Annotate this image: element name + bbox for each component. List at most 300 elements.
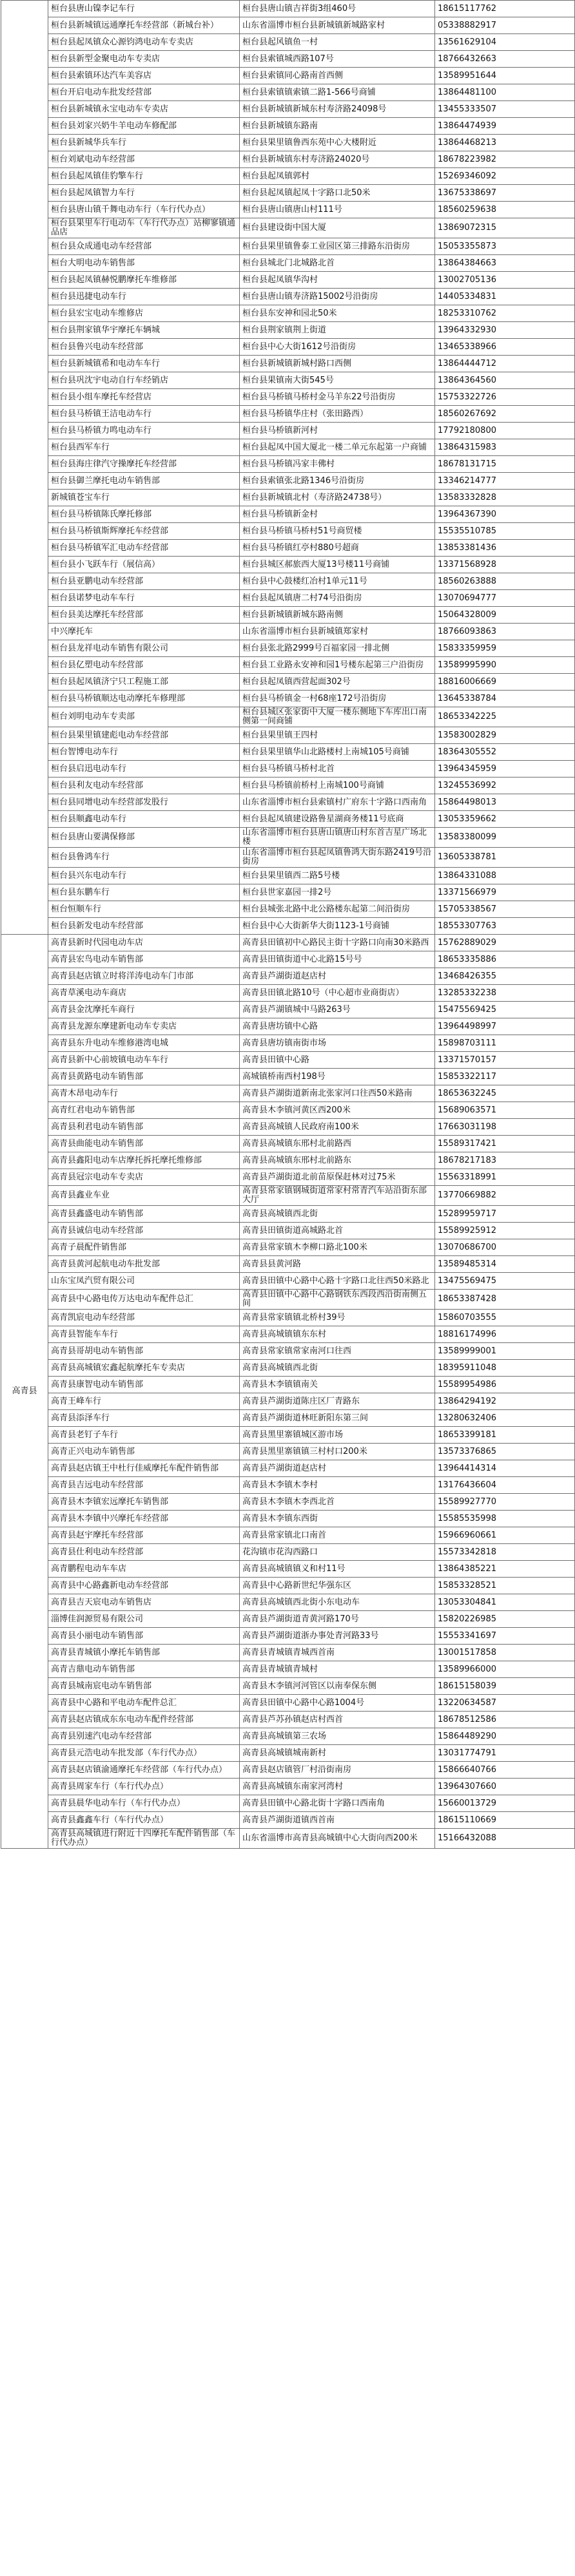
address-cell: 高青县高城镇西北街 [240,1206,435,1223]
table-row [1,1169,575,1186]
address-cell: 山东省淄博市桓台县索镇村广府东十字路口西南角 [240,794,435,811]
table-row [1,1829,575,1849]
dealer-name-cell: 高青红君电动车销售部 [48,1102,240,1119]
address-cell: 高青县常家镇钢城街道常家村常青汽车站沿街东部大厅 [240,1186,435,1206]
dealer-name-cell: 高青正兴电动车销售部 [48,1444,240,1460]
address-cell: 高青县田镇中心路中心路十字路口北往西50米路北 [240,1273,435,1290]
table-row [1,727,575,744]
dealer-name-cell: 高青县赵店镇立时将洋涛电动车门市部 [48,968,240,985]
phone-cell: 18766093863 [435,624,575,640]
table-row [1,1762,575,1779]
table-row [1,811,575,828]
dealer-name-cell: 高青县龙源东摩建新电动车专卖店 [48,1018,240,1035]
table-row [1,1611,575,1628]
address-cell: 桓台县建设街中国大厦 [240,218,435,238]
phone-cell: 15553341697 [435,1628,575,1645]
table-row [1,778,575,794]
dealer-name-cell: 高青县周家车行（车行代办点） [48,1779,240,1795]
address-cell: 高青县芦苏孙镇赵店村西首 [240,1712,435,1728]
phone-cell: 17792180800 [435,423,575,439]
table-row [1,17,575,34]
table-row [1,1795,575,1812]
address-cell: 高青县芦湖街道陈庄区厂青路东 [240,1393,435,1410]
phone-cell: 15289959717 [435,1206,575,1223]
table-row [1,1695,575,1712]
table-row [1,439,575,456]
dealer-name-cell: 桓台县起凤镇济宁只工程施工部 [48,674,240,691]
dealer-name-cell: 桓台县刘家兴奶牛羊电动车修配部 [48,118,240,135]
address-cell: 桓台县起凤镇唐二村74号沿街房 [240,590,435,607]
dealer-name-cell: 高青县高城镇宏鑫起航摩托车专卖店 [48,1360,240,1377]
table-row [1,1511,575,1527]
address-cell: 高青县高城镇西北街 [240,1360,435,1377]
phone-cell: 18678223982 [435,151,575,168]
table-row [1,1152,575,1169]
table-row [1,1477,575,1494]
phone-cell: 15853328521 [435,1578,575,1594]
phone-cell: 13964307660 [435,1779,575,1795]
table-row [1,1069,575,1085]
table-row [1,624,575,640]
address-cell: 桓台县中心鼓楼红冶村1单元11号 [240,573,435,590]
table-row [1,135,575,151]
phone-cell: 18678512586 [435,1712,575,1728]
dealer-name-cell: 高青县智能车车行 [48,1326,240,1343]
dealer-name-cell: 桓台县御兰摩托电动车销售部 [48,473,240,490]
table-row [1,1102,575,1119]
address-cell: 高青县高城镇镇东东村 [240,1326,435,1343]
phone-cell: 13371568928 [435,557,575,573]
table-row [1,1728,575,1745]
address-cell: 桓台县马桥镇红亭村880号超商 [240,540,435,557]
dealer-name-cell: 桓台县马桥镇顺达电动摩托车修理部 [48,691,240,707]
address-cell: 高青县赵店镇管厂村沿街南房 [240,1762,435,1779]
table-row [1,1712,575,1728]
address-cell: 高青县高城镇东邢村北前路西 [240,1136,435,1152]
phone-cell: 13864481100 [435,84,575,101]
table-row [1,506,575,523]
phone-cell: 13285332238 [435,985,575,1002]
dealer-name-cell: 桓台县迅捷电动车行 [48,289,240,305]
dealer-name-cell: 高青县金沈摩托车商行 [48,1002,240,1018]
table-row [1,389,575,406]
phone-cell: 15589317421 [435,1136,575,1152]
table-row [1,356,575,372]
dealer-name-cell: 高青县木李镇中兴摩托车经营部 [48,1511,240,1527]
phone-cell: 13589966000 [435,1661,575,1678]
table-row [1,151,575,168]
address-cell: 桓台县中心大街新华大街1123-1号商铺 [240,918,435,935]
address-cell: 桓台县马桥镇华庄村（张田路西） [240,406,435,423]
table-row [1,1223,575,1239]
phone-cell: 13675338697 [435,185,575,202]
dealer-name-cell: 高青县鑫阳电动车店摩托拆托摩托维修部 [48,1152,240,1169]
table-row [1,1812,575,1829]
table-row [1,935,575,951]
phone-cell: 15053355873 [435,238,575,255]
address-cell: 桓台县新城镇东村寿济路24020号 [240,151,435,168]
dealer-name-cell: 桓台县索镇环达汽车美容店 [48,68,240,84]
table-row [1,1561,575,1578]
phone-cell: 18816006669 [435,674,575,691]
table-row [1,423,575,439]
table-row [1,884,575,901]
phone-cell: 13864384663 [435,255,575,272]
phone-cell: 18553307763 [435,918,575,935]
phone-cell: 15660013729 [435,1795,575,1812]
address-cell: 花沟镇市花沟西路口 [240,1544,435,1561]
table-row [1,1779,575,1795]
table-row [1,1444,575,1460]
address-cell: 高青县木李镇木李西北首 [240,1494,435,1511]
dealer-name-cell: 桓台县同增电动车经营部发股行 [48,794,240,811]
dealer-name-cell: 桓台县新城华兵车行 [48,135,240,151]
address-cell: 高青县青城镇青城村 [240,1661,435,1678]
phone-cell: 13070694777 [435,590,575,607]
dealer-name-cell: 桓台县唐山镍李记车行 [48,1,240,17]
table-row [1,118,575,135]
table-row [1,674,575,691]
dealer-name-cell: 高青王峰车行 [48,1393,240,1410]
phone-cell: 13583380099 [435,828,575,848]
table-row [1,1119,575,1136]
address-cell: 高青县田镇中心路中心路钢铁东西段西沿街南侧五间 [240,1290,435,1310]
address-cell: 桓台县索镇张北路1346号沿街房 [240,473,435,490]
dealer-name-cell: 中兴摩托车 [48,624,240,640]
dealer-name-cell: 高青县老钉子车行 [48,1427,240,1444]
dealer-name-cell: 高青县黄河起航电动车批发部 [48,1256,240,1273]
phone-cell: 18653399181 [435,1427,575,1444]
phone-cell: 13001517858 [435,1645,575,1661]
phone-cell: 15820226985 [435,1611,575,1628]
address-cell: 桓台县东安神和园北50米 [240,305,435,322]
table-row [1,305,575,322]
address-cell: 桓台县起凤镇郭村 [240,168,435,185]
phone-cell: 18560263888 [435,573,575,590]
phone-cell: 15864498013 [435,794,575,811]
table-row [1,1256,575,1273]
dealer-name-cell: 桓台县马桥镇王洁电动车行 [48,406,240,423]
dealer-name-cell: 桓台县马桥镇军汇电动车经营部 [48,540,240,557]
address-cell: 山东省淄博市桓台县新城镇郑家村 [240,624,435,640]
dealer-name-cell: 高青县新中心前坡镇电动车车行 [48,1052,240,1069]
dealer-name-cell: 桓台县唐山镇千舞电动车行（车行代办点） [48,202,240,218]
dealer-name-cell: 桓台县新城镇永宝电动车专卖店 [48,101,240,118]
table-row [1,272,575,289]
dealer-name-cell: 桓台县巩沈宇电动自行车经销店 [48,372,240,389]
table-row [1,1645,575,1661]
dealer-name-cell: 高青县元浩电动车批发部（车行代办点） [48,1745,240,1762]
phone-cell: 05338882917 [435,17,575,34]
address-cell: 高青县芦湖街道赵店村 [240,968,435,985]
phone-cell: 13245536992 [435,778,575,794]
phone-cell: 15705338567 [435,901,575,918]
table-row [1,372,575,389]
address-cell: 高青县田镇街道高城路北首 [240,1223,435,1239]
table-row [1,1002,575,1018]
address-cell: 高青县高城镇西北街小东电动车 [240,1594,435,1611]
dealer-name-cell: 高青县吉远电动车经营部 [48,1477,240,1494]
address-cell: 高青县田镇北路10号（中心超市业商街店） [240,985,435,1002]
table-row [1,607,575,624]
phone-cell: 18253310762 [435,305,575,322]
phone-cell: 15585535998 [435,1511,575,1527]
address-cell: 桓台县唐山镇吉祥街3组460号 [240,1,435,17]
table-row [1,101,575,118]
phone-cell: 15762889029 [435,935,575,951]
dealer-name-cell: 桓台县新型金聚电动车专卖店 [48,51,240,68]
dealer-name-cell: 桓台县起凤镇智力车行 [48,185,240,202]
table-row [1,1136,575,1152]
phone-cell: 15573342818 [435,1544,575,1561]
dealer-name-cell: 高青县高城镇进行附近十四摩托车配件销售部（车行代办点） [48,1829,240,1849]
address-cell: 桓台县果里镇王四村 [240,727,435,744]
phone-cell: 15589954986 [435,1377,575,1393]
table-row [1,473,575,490]
dealer-name-cell: 高青县赵宇摩托车经营部 [48,1527,240,1544]
dealer-name-cell: 桓台县亿塑电动车经营部 [48,657,240,674]
table-row [1,1018,575,1035]
phone-cell: 15753322726 [435,389,575,406]
table-row [1,707,575,727]
dealer-name-cell: 高青县康智电动车销售部 [48,1377,240,1393]
phone-cell: 13468426355 [435,968,575,985]
dealer-name-cell: 桓台县龙祥电动车销售有限公司 [48,640,240,657]
dealer-name-cell: 桓台县东鹏车行 [48,884,240,901]
table-row [1,34,575,51]
address-cell: 山东省淄博市高青县高城镇中心大街向西200米 [240,1829,435,1849]
table-row [1,828,575,848]
address-cell: 高青县田镇中心路北街十字路口西南角 [240,1795,435,1812]
dealer-name-cell: 桓台县诺梦电动车车行 [48,590,240,607]
table-row [1,1290,575,1310]
address-cell: 桓台县马桥镇马桥村51号商贸楼 [240,523,435,540]
phone-cell: 15064328009 [435,607,575,624]
phone-cell: 15689063571 [435,1102,575,1119]
phone-cell: 13964498997 [435,1018,575,1035]
phone-cell: 13031774791 [435,1745,575,1762]
address-cell: 高青县唐坊镇中心路 [240,1018,435,1035]
address-cell: 山东省淄博市桓台县唐山镇唐山村东首吉星广场北楼 [240,828,435,848]
phone-cell: 15589925912 [435,1223,575,1239]
table-row [1,951,575,968]
table-row [1,1460,575,1477]
dealer-name-cell: 桓台县美达摩托车经营部 [48,607,240,624]
address-cell: 高青县县黄河路 [240,1256,435,1273]
phone-cell: 18615117762 [435,1,575,17]
phone-cell: 13589951644 [435,68,575,84]
phone-cell: 13864474939 [435,118,575,135]
phone-cell: 13770669882 [435,1186,575,1206]
address-cell: 高青县芦湖街道新南北张家河口往西50米路南 [240,1085,435,1102]
dealer-name-cell: 高青县宏鸟电动车销售部 [48,951,240,968]
phone-cell: 13455333507 [435,101,575,118]
table-row [1,1360,575,1377]
dealer-name-cell: 桓台刘斌电动车经营部 [48,151,240,168]
address-cell: 高青县高城镇人民政府南100米 [240,1119,435,1136]
table-row [1,322,575,339]
phone-cell: 18653335886 [435,951,575,968]
dealer-name-cell: 高青县赵店镇渝通摩托车经营部（车行代办点） [48,1762,240,1779]
phone-cell: 14405334831 [435,289,575,305]
table-row [1,1745,575,1762]
phone-cell: 13573376865 [435,1444,575,1460]
table-row [1,985,575,1002]
table-row [1,255,575,272]
dealer-name-cell: 高青县晨华电动车行（车行代办点） [48,1795,240,1812]
phone-cell: 13864315983 [435,439,575,456]
address-cell: 桓台县城北门北城路北首 [240,255,435,272]
address-cell: 高青县芦湖街道林旺新阳东第三间 [240,1410,435,1427]
address-cell: 桓台县起凤镇华沟村 [240,272,435,289]
table-row [1,1273,575,1290]
phone-cell: 13583332828 [435,490,575,506]
table-row [1,691,575,707]
address-cell: 山东省淄博市桓台县新城镇新城路家村 [240,17,435,34]
table-row [1,868,575,884]
dealer-name-cell: 高青子晨配件销售部 [48,1239,240,1256]
dealer-name-cell: 桓台县起凤镇赫悦鹏摩托车维修部 [48,272,240,289]
dealer-name-cell: 高青县城南宸电动车销售部 [48,1678,240,1695]
address-cell: 桓台县唐山镇寿济路15002号沿街房 [240,289,435,305]
dealer-name-cell: 桓台县马桥镇斯辉摩托车经营部 [48,523,240,540]
phone-cell: 15475569425 [435,1002,575,1018]
dealer-name-cell: 桓台县果里车行电动车（车行代办点）站柳寥镇通品店 [48,218,240,238]
address-cell: 桓台县工业路永安神和园1号楼东起第三户沿街房 [240,657,435,674]
phone-cell: 17663031198 [435,1119,575,1136]
table-row [1,573,575,590]
dealer-name-cell: 桓台恒顺车行 [48,901,240,918]
phone-cell: 13864364560 [435,372,575,389]
address-cell: 桓台县唐山镇唐山村111号 [240,202,435,218]
address-cell: 高青县田镇初中心路民主街十字路口向南30米路西 [240,935,435,951]
dealer-name-cell: 桓台县启迅电动车行 [48,761,240,778]
dealer-name-cell: 桓台县荆家镇华宇摩托车辆城 [48,322,240,339]
address-cell: 高青县木李镇木李村 [240,1477,435,1494]
dealer-name-cell: 桓台县新发电动车经营部 [48,918,240,935]
phone-cell: 13371570157 [435,1052,575,1069]
dealer-name-cell: 桓台开启电动车批发经营部 [48,84,240,101]
phone-cell: 13964332930 [435,322,575,339]
table-row [1,1,575,17]
table-row [1,1661,575,1678]
phone-cell: 13964367390 [435,506,575,523]
phone-cell: 15269346092 [435,168,575,185]
phone-cell: 13475569475 [435,1273,575,1290]
address-cell: 桓台县起凤镇建设路鲁星湖商务楼11号底商 [240,811,435,828]
table-row [1,1678,575,1695]
table-row [1,218,575,238]
table-row [1,339,575,356]
table-row [1,968,575,985]
address-cell: 桓台县果里镇华山北路楼村上南城105号商铺 [240,744,435,761]
address-cell: 桓台县新城镇新城东路南侧 [240,607,435,624]
phone-cell: 18653387428 [435,1290,575,1310]
dealer-name-cell: 高青县中心路电传万达电动车配件总汇 [48,1290,240,1310]
phone-cell: 13645338784 [435,691,575,707]
table-row [1,640,575,657]
address-cell: 高青县芦湖镇城中马路263号 [240,1002,435,1018]
dealer-name-cell: 高青县中心路鑫新电动车经营部 [48,1578,240,1594]
table-row [1,848,575,868]
address-cell: 桓台县马桥镇新河村 [240,423,435,439]
address-cell: 桓台县起风镇鱼一村 [240,34,435,51]
address-cell: 桓台县马桥镇冯家丰佛村 [240,456,435,473]
dealer-name-cell: 桓台县新城镇希和电动车车行 [48,356,240,372]
address-cell: 桓台县索镇城西路107号 [240,51,435,68]
address-cell: 桓台县果镇南大街545号 [240,372,435,389]
dealer-name-cell: 桓台县新城镇远通摩托车经营部（新城台补） [48,17,240,34]
table-row [1,1578,575,1594]
dealer-name-cell: 桓台智博电动车行 [48,744,240,761]
address-cell: 高青县黑里寨镇城区游市场 [240,1427,435,1444]
table-row [1,557,575,573]
address-cell: 桓台县城区郝旅西大厦13号楼11号商铺 [240,557,435,573]
dealer-name-cell: 高青县哥胡电动车销售部 [48,1343,240,1360]
table-row [1,1186,575,1206]
dealer-name-cell: 高青县东升电动车维修港湾电城 [48,1035,240,1052]
table-row [1,1527,575,1544]
table-row [1,918,575,935]
address-cell: 高青县高城镇第三农场 [240,1728,435,1745]
address-cell: 桓台县马桥镇前桥村上南城100号商铺 [240,778,435,794]
dealer-name-cell: 高青县木李镇宏远摩托车销售部 [48,1494,240,1511]
address-cell: 桓台县世家嘉园一排2号 [240,884,435,901]
table-row [1,1343,575,1360]
address-cell: 高青县木李镇东西街 [240,1511,435,1527]
dealer-name-cell: 高青吉鼎电动车销售部 [48,1661,240,1678]
phone-cell: 18615158039 [435,1678,575,1695]
table-row [1,1544,575,1561]
table-row [1,456,575,473]
dealer-table [1,0,575,1849]
dealer-name-cell: 桓台县马桥镇力鸣电动车行 [48,423,240,439]
table-row [1,289,575,305]
dealer-name-cell: 桓台县兴东电动车行 [48,868,240,884]
address-cell: 桓台县马桥镇新金村 [240,506,435,523]
phone-cell: 18653342225 [435,707,575,727]
phone-cell: 13070686700 [435,1239,575,1256]
dealer-name-cell: 桓台县亚鹏电动车经营部 [48,573,240,590]
table-row [1,1393,575,1410]
phone-cell: 18395911048 [435,1360,575,1377]
dealer-name-cell: 桓台县马桥镇陈氏摩托修部 [48,506,240,523]
dealer-name-cell: 高青县添泽车行 [48,1410,240,1427]
phone-cell: 13583002829 [435,727,575,744]
phone-cell: 18560259638 [435,202,575,218]
phone-cell: 18364305552 [435,744,575,761]
address-cell: 桓台县果里镇鲁西东苑中心大楼附近 [240,135,435,151]
phone-cell: 15833359959 [435,640,575,657]
phone-cell: 13589995990 [435,657,575,674]
dealer-name-cell: 桓台县果里镇建彪电动车经营部 [48,727,240,744]
table-row [1,590,575,607]
phone-cell: 15166432088 [435,1829,575,1849]
dealer-name-cell: 高青县仕利电动车经营部 [48,1544,240,1561]
phone-cell: 13465338966 [435,339,575,356]
phone-cell: 18766432663 [435,51,575,68]
dealer-name-cell: 高青县赵店镇成东东电动车配件经营部 [48,1712,240,1728]
dealer-name-cell: 高青县吉天宸电动车销售店 [48,1594,240,1611]
address-cell: 高青县中心路新世纪华强东区 [240,1578,435,1594]
dealer-name-cell: 淄博佳润源贸易有限公司 [48,1611,240,1628]
address-cell: 高青县芦湖街道青黄河路170号 [240,1611,435,1628]
phone-cell: 13864294192 [435,1393,575,1410]
phone-cell: 13853381436 [435,540,575,557]
phone-cell: 18653632245 [435,1085,575,1102]
table-row [1,238,575,255]
phone-cell: 13869072315 [435,218,575,238]
